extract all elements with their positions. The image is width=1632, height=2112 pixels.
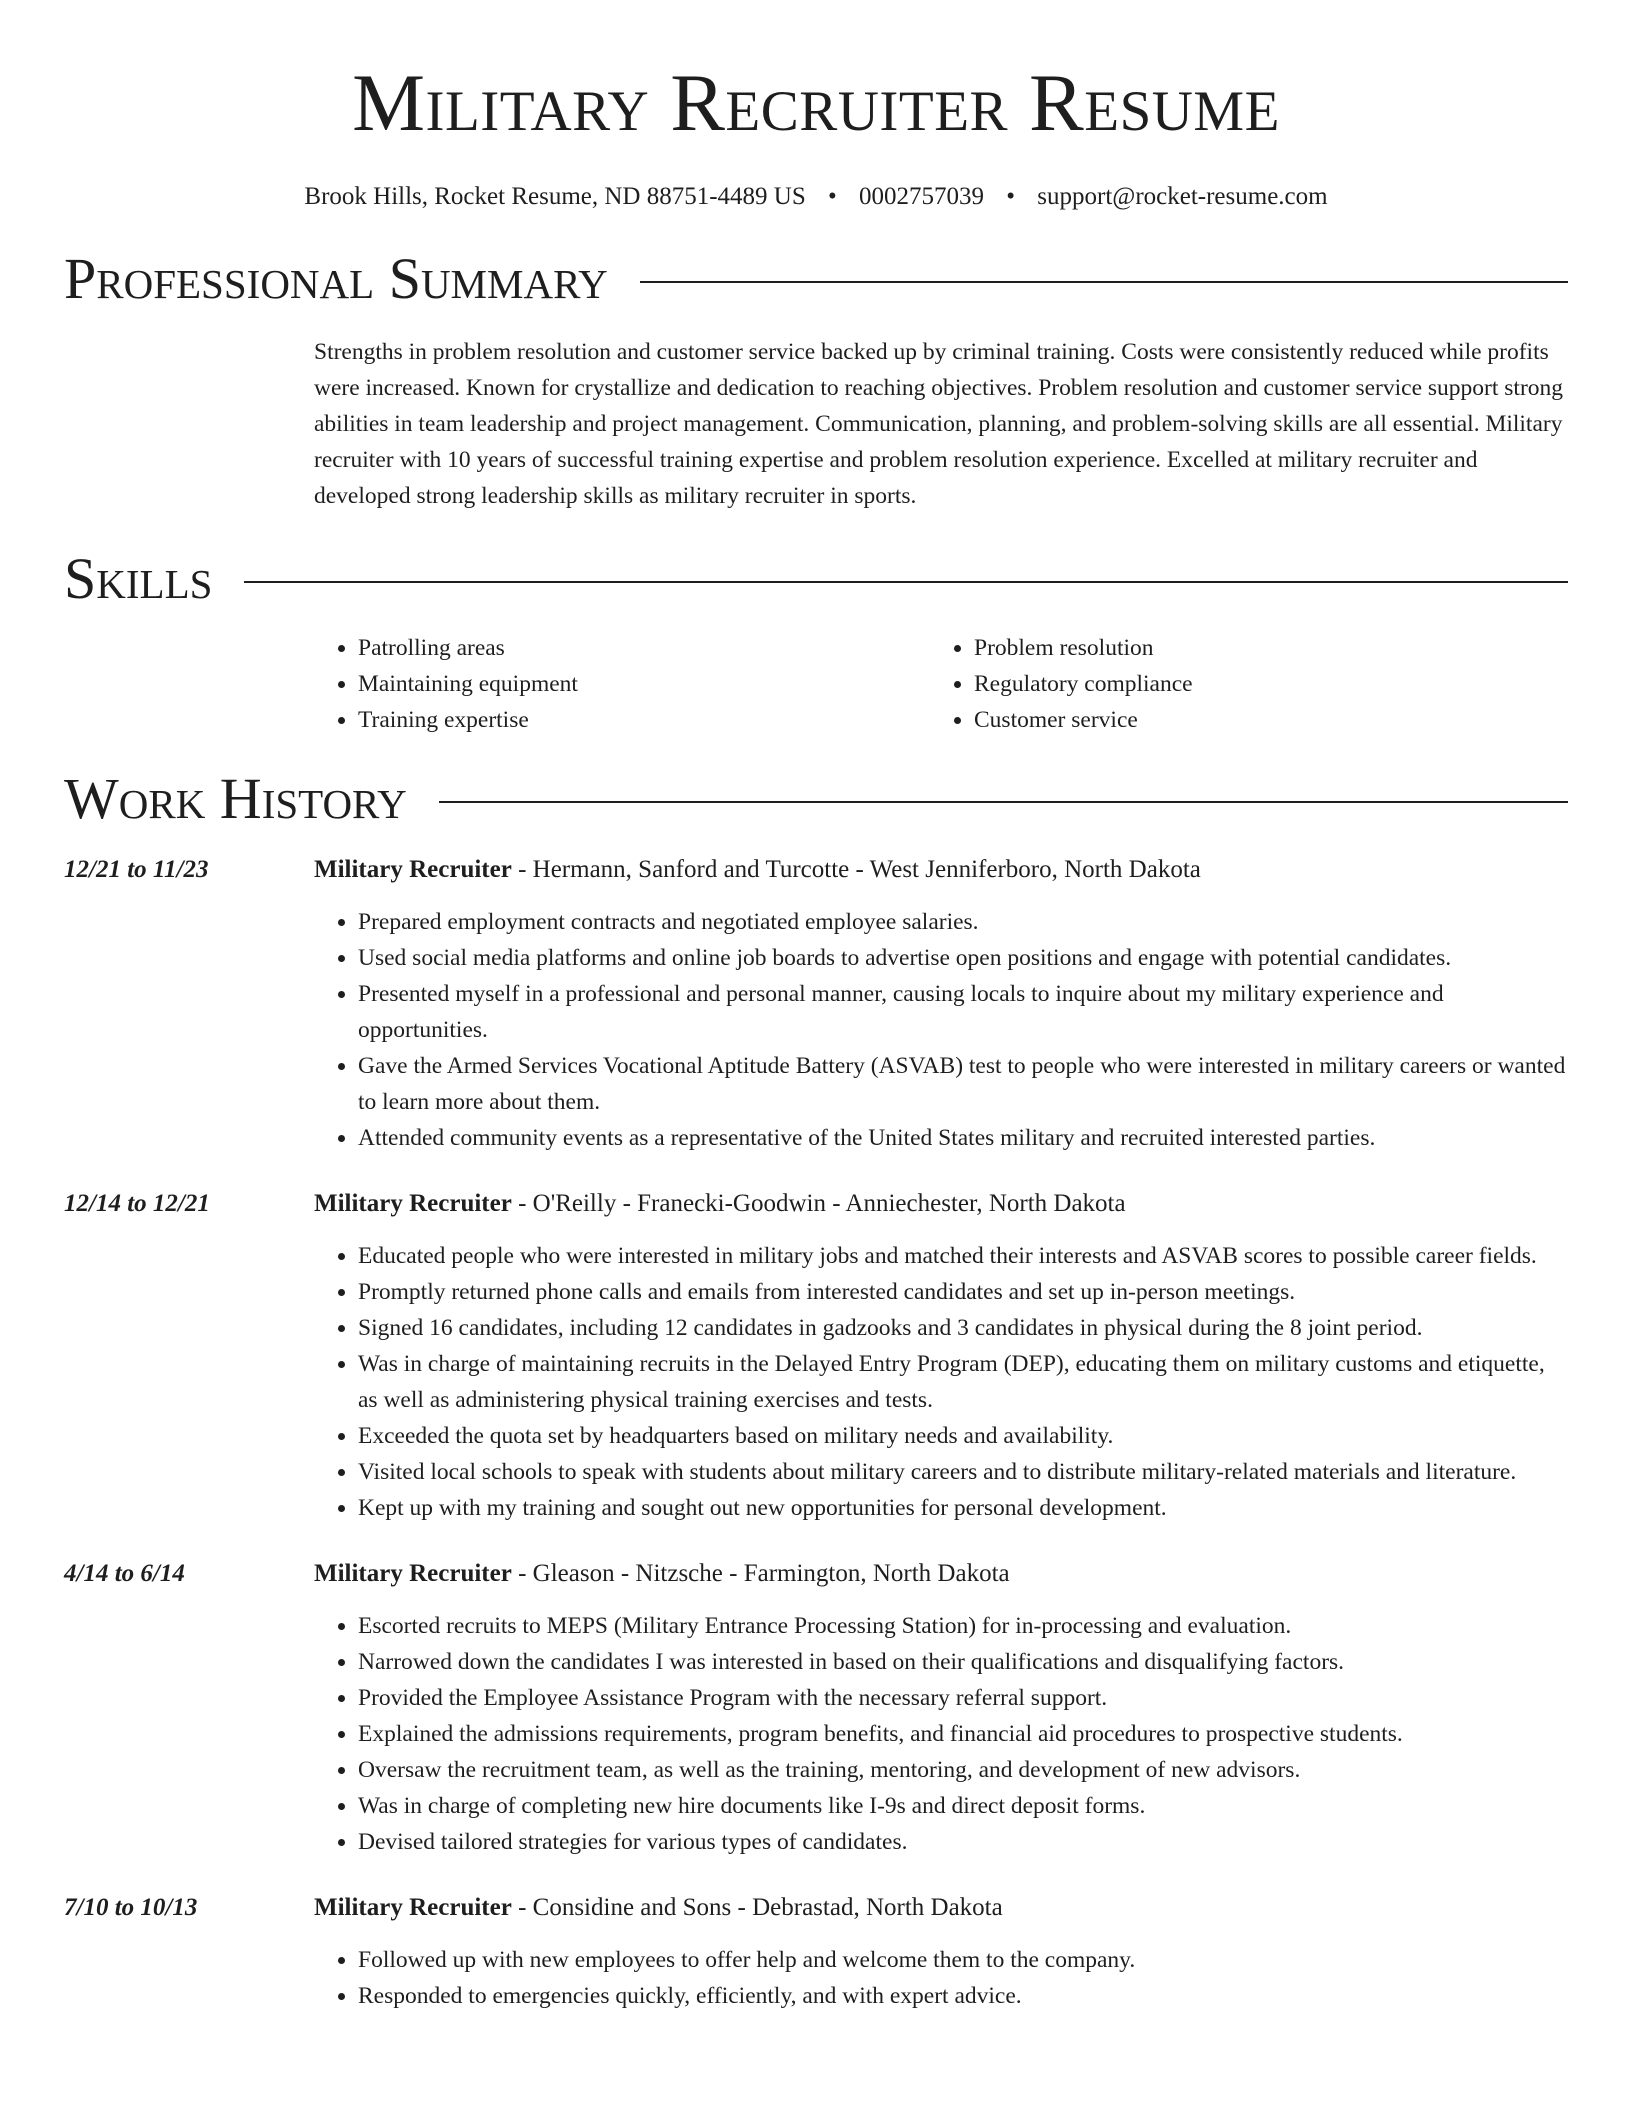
- job-role: Military Recruiter: [314, 1190, 512, 1217]
- job-bullet: • Followed up with new employees to offer help and welcome them to the company.: [358, 1942, 1568, 1978]
- job-dates: 7/10 to 10/13: [64, 1894, 198, 1921]
- job-bullet: • Educated people who were interested in military jobs and matched their interests and ASVAB scores to possible career fields.: [358, 1238, 1568, 1274]
- work-history-section: [64, 766, 1568, 2014]
- skills-list-right: [930, 630, 1546, 738]
- section-header: [64, 246, 1568, 311]
- job-bullet: • Attended community events as a representative of the United States military and recruited interested parties.: [358, 1120, 1568, 1156]
- skills-grid: [314, 630, 1568, 738]
- job-header: [64, 1556, 1568, 1592]
- job-employer-location: - Gleason - Nitzsche - Farmington, North Dakota: [511, 1560, 1010, 1587]
- job-header: [64, 1186, 1568, 1222]
- job-dates: 4/14 to 6/14: [64, 1560, 185, 1587]
- job-bullet: • Gave the Armed Services Vocational Aptitude Battery (ASVAB) test to people who were interested in military careers or wanted to learn more about them.: [358, 1048, 1568, 1120]
- contact-separator: •: [1006, 183, 1016, 210]
- job-title-line: [314, 1890, 1568, 1926]
- job-bullet: • Presented myself in a professional and personal manner, causing locals to inquire about my military experience and opportunities.: [358, 976, 1568, 1048]
- section-header: [64, 766, 1568, 831]
- skill-item: • Training expertise: [358, 702, 930, 738]
- job-role: Military Recruiter: [314, 856, 512, 883]
- contact-email: support@rocket-resume.com: [1037, 183, 1328, 210]
- section-divider: [439, 801, 1568, 803]
- section-divider: [640, 281, 1568, 283]
- job-bullet: • Promptly returned phone calls and emails from interested candidates and set up in-person meetings.: [358, 1274, 1568, 1310]
- skill-item: • Customer service: [974, 702, 1546, 738]
- job-bullets: [314, 904, 1568, 1156]
- job-header: [64, 852, 1568, 888]
- job-bullet: • Provided the Employee Assistance Program with the necessary referral support.: [358, 1680, 1568, 1716]
- job-bullet: • Escorted recruits to MEPS (Military Entrance Processing Station) for in-processing and evaluation.: [358, 1608, 1568, 1644]
- job-employer-location: - Considine and Sons - Debrastad, North Dakota: [511, 1894, 1003, 1921]
- job-title-line: [314, 1186, 1568, 1222]
- job-employer-location: - Hermann, Sanford and Turcotte - West Jenniferboro, North Dakota: [511, 856, 1201, 883]
- job-bullets: [314, 1942, 1568, 2014]
- job-bullets: [314, 1238, 1568, 1526]
- job-dates: 12/21 to 11/23: [64, 856, 209, 883]
- skill-item: • Patrolling areas: [358, 630, 930, 666]
- skill-item: • Maintaining equipment: [358, 666, 930, 702]
- job-bullet: • Used social media platforms and online job boards to advertise open positions and engage with potential candidates.: [358, 940, 1568, 976]
- job-entry: [64, 852, 1568, 1156]
- section-heading: Skills: [64, 546, 213, 611]
- job-entry: [64, 1186, 1568, 1526]
- job-role: Military Recruiter: [314, 1560, 512, 1587]
- job-bullet: • Prepared employment contracts and negotiated employee salaries.: [358, 904, 1568, 940]
- section-divider: [244, 581, 1568, 583]
- job-bullet: • Devised tailored strategies for various types of candidates.: [358, 1824, 1568, 1860]
- section-header: [64, 546, 1568, 611]
- professional-summary-section: [64, 246, 1568, 514]
- job-bullet: • Exceeded the quota set by headquarters based on military needs and availability.: [358, 1418, 1568, 1454]
- section-heading: Work History: [64, 766, 407, 831]
- job-bullet: • Narrowed down the candidates I was interested in based on their qualifications and disqualifying factors.: [358, 1644, 1568, 1680]
- job-bullets: [314, 1608, 1568, 1860]
- contact-line: [64, 180, 1568, 214]
- section-heading: Professional Summary: [64, 246, 608, 311]
- job-header: [64, 1890, 1568, 1926]
- job-employer-location: - O'Reilly - Franecki-Goodwin - Anniechester, North Dakota: [511, 1190, 1126, 1217]
- job-title-line: [314, 852, 1568, 888]
- job-role: Military Recruiter: [314, 1894, 512, 1921]
- resume-title: Military Recruiter Resume: [352, 57, 1280, 148]
- job-bullet: • Responded to emergencies quickly, efficiently, and with expert advice.: [358, 1978, 1568, 2014]
- job-dates: 12/14 to 12/21: [64, 1190, 210, 1217]
- contact-phone: 0002757039: [859, 183, 985, 210]
- job-bullet: • Explained the admissions requirements, program benefits, and financial aid procedures to prospective students.: [358, 1716, 1568, 1752]
- job-bullet: • Kept up with my training and sought out new opportunities for personal development.: [358, 1490, 1568, 1526]
- skill-item: • Problem resolution: [974, 630, 1546, 666]
- job-entry: [64, 1890, 1568, 2014]
- job-bullet: • Signed 16 candidates, including 12 candidates in gadzooks and 3 candidates in physical during the 8 joint period.: [358, 1310, 1568, 1346]
- skills-list-left: [314, 630, 930, 738]
- skills-section: [64, 546, 1568, 738]
- job-bullet: • Visited local schools to speak with students about military careers and to distribute military-related materials and literature.: [358, 1454, 1568, 1490]
- job-bullet: • Was in charge of maintaining recruits in the Delayed Entry Program (DEP), educating them on military customs and etiquette, as well as administering physical training exercises and tests.: [358, 1346, 1568, 1418]
- job-bullet: • Was in charge of completing new hire documents like I-9s and direct deposit forms.: [358, 1788, 1568, 1824]
- summary-text: Strengths in problem resolution and customer service backed up by criminal training. Costs were consistently reduced while profits were increased. Known for crystallize and dedication to reaching objectives. Problem resolution and customer service support strong abilities in team leadership and project management. Communication, planning, and problem-solving skills are all essential. Military recruiter with 10 years of successful training expertise and problem resolution experience. Excelled at military recruiter and developed strong leadership skills as military recruiter in sports.: [314, 339, 1564, 509]
- job-title-line: [314, 1556, 1568, 1592]
- skill-item: • Regulatory compliance: [974, 666, 1546, 702]
- contact-address: Brook Hills, Rocket Resume, ND 88751-4489 US: [304, 183, 806, 210]
- job-bullet: • Oversaw the recruitment team, as well as the training, mentoring, and development of new advisors.: [358, 1752, 1568, 1788]
- job-entry: [64, 1556, 1568, 1860]
- contact-separator: •: [828, 183, 837, 210]
